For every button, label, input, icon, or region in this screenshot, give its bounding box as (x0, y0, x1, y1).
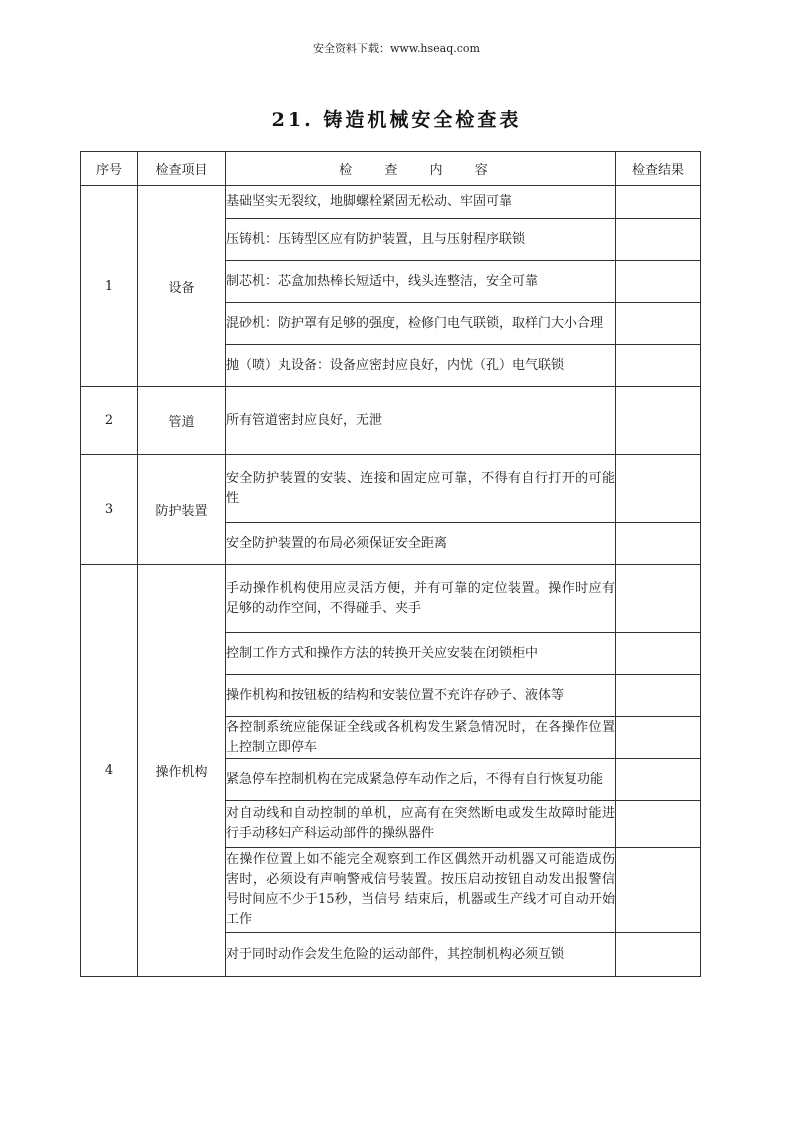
check-content-cell: 对于同时动作会发生危险的运动部件，其控制机构必须互锁 (226, 933, 616, 977)
check-result-cell[interactable] (616, 261, 701, 303)
check-item-cell: 操作机构 (138, 565, 226, 977)
check-content-cell: 手动操作机构使用应灵活方便，并有可靠的定位装置。操作时应有足够的动作空间，不得碰手、夹手 (226, 565, 616, 633)
check-content-cell: 制芯机：芯盒加热棒长短适中，线头连整洁，安全可靠 (226, 261, 616, 303)
header-result: 检查结果 (616, 152, 701, 186)
table-row (81, 565, 701, 633)
check-item-cell: 防护装置 (138, 455, 226, 565)
check-result-cell[interactable] (616, 523, 701, 565)
check-result-cell[interactable] (616, 675, 701, 717)
check-item-cell: 管道 (138, 387, 226, 455)
check-result-cell[interactable] (616, 801, 701, 848)
check-result-cell[interactable] (616, 186, 701, 219)
seq-cell: 1 (81, 186, 138, 387)
check-content-cell: 紧急停车控制机构在完成紧急停车动作之后，不得有自行恢复功能 (226, 759, 616, 801)
table-body (81, 186, 701, 977)
check-content-cell: 压铸机：压铸型区应有防护装置，且与压射程序联锁 (226, 219, 616, 261)
check-content-cell: 安全防护装置的安装、连接和固定应可靠，不得有自行打开的可能性 (226, 455, 616, 523)
table-header-row (81, 152, 701, 186)
header-item: 检查项目 (138, 152, 226, 186)
seq-cell: 2 (81, 387, 138, 455)
check-result-cell[interactable] (616, 848, 701, 933)
check-item-cell: 设备 (138, 186, 226, 387)
seq-cell: 4 (81, 565, 138, 977)
check-content-cell: 控制工作方式和操作方法的转换开关应安装在闭锁柜中 (226, 633, 616, 675)
source-link[interactable]: 安全资料下载：www.hseaq.com (313, 42, 480, 55)
check-content-cell: 抛（喷）丸设备：设备应密封应良好，内忧（孔）电气联锁 (226, 345, 616, 387)
check-result-cell[interactable] (616, 633, 701, 675)
check-content-cell: 混砂机：防护罩有足够的强度，检修门电气联锁，取样门大小合理 (226, 303, 616, 345)
document-title: 21. 铸造机械安全检查表 (271, 109, 522, 131)
check-result-cell[interactable] (616, 717, 701, 759)
header-content (226, 152, 616, 186)
safety-checklist-table (80, 151, 701, 977)
check-result-cell[interactable] (616, 387, 701, 455)
table-row (81, 455, 701, 523)
check-content-cell: 在操作位置上如不能完全观察到工作区偶然开动机器又可能造成伤害时，必须设有声响警戒信号装置。按压启动按钮自动发出报警信号时间应不少于15秒，当信号 结束后，机器或生产线才可自动开始工作 (226, 848, 616, 933)
check-result-cell[interactable] (616, 565, 701, 633)
check-result-cell[interactable] (616, 455, 701, 523)
check-result-cell[interactable] (616, 219, 701, 261)
check-content-cell: 安全防护装置的布局必须保证安全距离 (226, 523, 616, 565)
check-result-cell[interactable] (616, 345, 701, 387)
check-content-cell: 各控制系统应能保证全线或各机构发生紧急情况时，在各操作位置上控制立即停车 (226, 717, 616, 759)
check-result-cell[interactable] (616, 303, 701, 345)
table-row (81, 186, 701, 219)
seq-cell: 3 (81, 455, 138, 565)
check-content-cell: 操作机构和按钮板的结构和安装位置不充许存砂子、液体等 (226, 675, 616, 717)
check-content-cell: 基础坚实无裂纹，地脚螺栓紧固无松动、牢固可靠 (226, 186, 616, 219)
table-row (81, 387, 701, 455)
header-content-label: 检 查 内 容 (339, 163, 502, 178)
check-result-cell[interactable] (616, 933, 701, 977)
check-content-cell: 所有管道密封应良好，无泄 (226, 387, 616, 455)
header-seq: 序号 (81, 152, 138, 186)
check-content-cell: 对自动线和自动控制的单机，应高有在突然断电或发生故障时能进行手动移妇产科运动部件的操纵器件 (226, 801, 616, 848)
check-result-cell[interactable] (616, 759, 701, 801)
